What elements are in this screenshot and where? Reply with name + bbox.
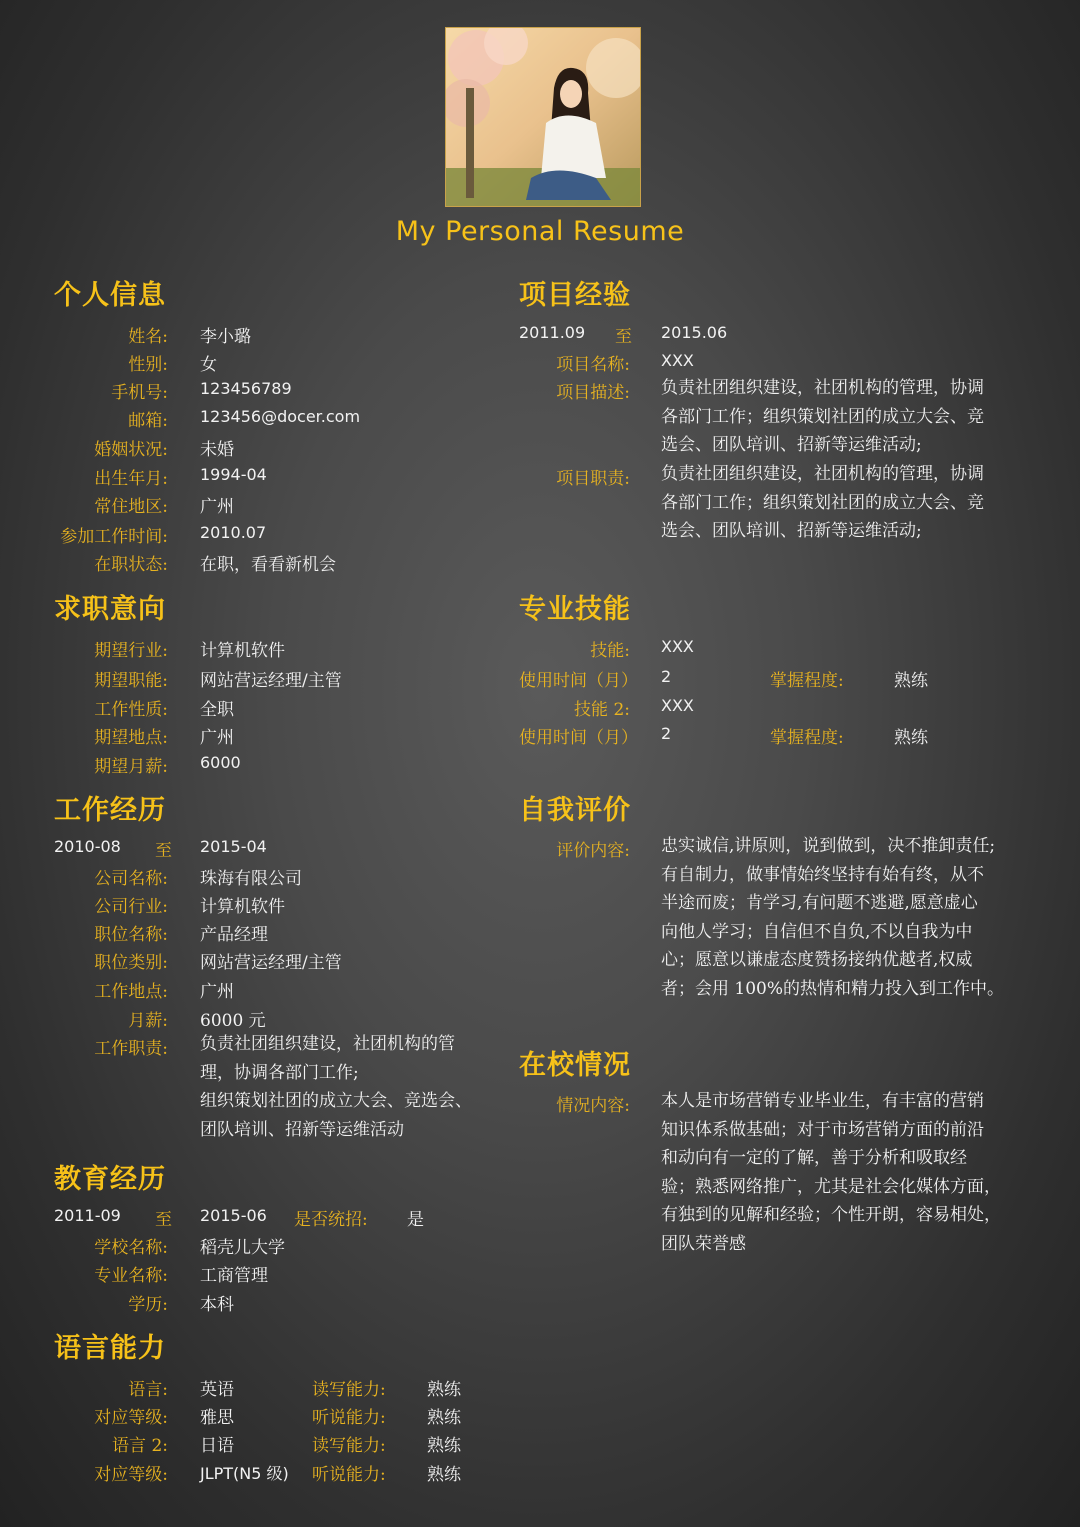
skill-name-value: XXX — [661, 696, 694, 715]
project-desc-text — [661, 374, 984, 460]
field-value: 全职 — [200, 700, 234, 720]
profile-photo — [445, 27, 641, 207]
usage-time-value: 2 — [661, 667, 672, 686]
text-line: 理，协调各部门工作; — [200, 1062, 359, 1083]
field-value: 日语 — [200, 1436, 234, 1456]
field-label: 期望地点: — [94, 728, 168, 748]
field-label: 工作地点: — [94, 982, 168, 1002]
text-line: 负责社团组织建设，社团机构的管理，协调 — [661, 378, 984, 398]
field-value: 李小璐 — [200, 327, 251, 347]
text-line: 有独到的见解和经验；个性开朗，容易相处， — [661, 1205, 1001, 1225]
mastery-value: 熟练 — [894, 671, 928, 691]
text-line: 忠实诚信,讲原则，说到做到，决不推卸责任; — [661, 836, 996, 856]
edu-start-date: 2011-09 — [54, 1206, 121, 1225]
project-role-text — [661, 460, 984, 546]
text-line: 各部门工作；组织策划社团的成立大会、竞 — [661, 406, 984, 427]
text-line: 者；会用 100%的热情和精力投入到工作中。 — [661, 978, 1005, 999]
field-label: 学校名称: — [94, 1238, 168, 1258]
skill-value: 熟练 — [427, 1408, 461, 1428]
field-value: 本科 — [200, 1295, 234, 1315]
field-label: 婚姻状况: — [94, 440, 168, 460]
text-line: 知识体系做基础；对于市场营销方面的前沿 — [661, 1119, 984, 1140]
self-evaluation-text — [661, 832, 1004, 1003]
education-heading: 教育经历 — [54, 1164, 166, 1195]
text-line: 心；愿意以谦虚态度赞扬接纳优越者,权威 — [661, 950, 973, 970]
usage-time-label: 使用时间（月） — [519, 671, 638, 691]
text-line: 组织策划社团的成立大会、竞选会、 — [200, 1091, 472, 1111]
field-value: JLPT(N5 级) — [200, 1464, 289, 1483]
field-value: 6000 元 — [200, 1011, 266, 1031]
text-line: 有自制力，做事情始终坚持有始有终，从不 — [661, 864, 984, 885]
skills-heading: 专业技能 — [519, 594, 631, 625]
text-line: 负责社团组织建设，社团机构的管理，协调 — [661, 464, 984, 484]
field-label: 手机号: — [111, 383, 168, 403]
field-value: 广州 — [200, 728, 234, 748]
field-label: 技能: — [590, 641, 630, 661]
work-experience-heading: 工作经历 — [54, 795, 166, 826]
field-value: 广州 — [200, 982, 234, 1002]
field-label: 情况内容: — [556, 1096, 630, 1116]
skill-label: 读写能力: — [312, 1436, 386, 1456]
field-label: 期望行业: — [94, 641, 168, 661]
field-label: 姓名: — [128, 327, 168, 347]
field-label: 语言: — [128, 1380, 168, 1400]
field-value: 女 — [200, 355, 217, 375]
field-label: 在职状态: — [94, 555, 168, 575]
skill-label: 听说能力: — [312, 1408, 386, 1428]
project-name-value: XXX — [661, 351, 694, 370]
text-line: 半途而废；肯学习,有问题不逃避,愿意虚心 — [661, 893, 978, 913]
field-label: 参加工作时间: — [60, 527, 168, 547]
field-label: 性别: — [128, 355, 168, 375]
text-line: 验；熟悉网络推广，尤其是社会化媒体方面， — [661, 1176, 1001, 1197]
field-value: 英语 — [200, 1380, 234, 1400]
personal-info-heading: 个人信息 — [54, 280, 166, 311]
field-value: 在职，看看新机会 — [200, 555, 336, 575]
field-label: 常住地区: — [94, 497, 168, 517]
unified-admission-value: 是 — [407, 1210, 424, 1230]
field-label: 工作职责: — [94, 1039, 168, 1059]
phone-value: 123456789 — [200, 379, 292, 398]
self-evaluation-heading: 自我评价 — [519, 795, 631, 826]
field-label: 技能 2: — [574, 700, 630, 720]
language-heading: 语言能力 — [54, 1333, 166, 1364]
field-label: 邮箱: — [128, 411, 168, 431]
field-value: 计算机软件 — [200, 897, 285, 917]
field-label: 项目描述: — [556, 383, 630, 403]
text-line: 团队培训、招新等运维活动 — [200, 1119, 404, 1140]
work-duty-text — [200, 1030, 472, 1144]
field-value: 网站营运经理/主管 — [200, 953, 342, 973]
field-value: 计算机软件 — [200, 641, 285, 661]
edu-to-label: 至 — [155, 1210, 172, 1230]
job-intention-heading: 求职意向 — [54, 594, 166, 625]
field-value: 产品经理 — [200, 925, 268, 945]
project-start-date: 2011.09 — [519, 323, 586, 342]
field-value: 广州 — [200, 497, 234, 517]
field-value: 2010.07 — [200, 523, 267, 542]
field-label: 公司行业: — [94, 897, 168, 917]
field-label: 项目职责: — [556, 469, 630, 489]
field-value: 稻壳儿大学 — [200, 1238, 285, 1258]
mastery-value: 熟练 — [894, 728, 928, 748]
edu-end-date: 2015-06 — [200, 1206, 267, 1225]
text-line: 选会、团队培训、招新等运维活动; — [661, 521, 922, 541]
school-text — [661, 1087, 1001, 1258]
work-end-date: 2015-04 — [200, 837, 267, 856]
skill-value: 熟练 — [427, 1465, 461, 1485]
field-label: 公司名称: — [94, 869, 168, 889]
text-line: 本人是市场营销专业毕业生，有丰富的营销 — [661, 1091, 984, 1111]
resume-title: My Personal Resume — [395, 216, 685, 247]
field-value: 网站营运经理/主管 — [200, 671, 342, 691]
work-start-date: 2010-08 — [54, 837, 121, 856]
field-label: 对应等级: — [94, 1465, 168, 1485]
text-line: 和动向有一定的了解，善于分析和吸取经 — [661, 1148, 967, 1168]
work-to-label: 至 — [155, 841, 172, 861]
text-line: 各部门工作；组织策划社团的成立大会、竞 — [661, 492, 984, 513]
project-end-date: 2015.06 — [661, 323, 728, 342]
text-line: 向他人学习；自信但不自负,不以自我为中 — [661, 921, 973, 942]
field-value: 工商管理 — [200, 1266, 268, 1286]
field-label: 项目名称: — [556, 355, 630, 375]
field-label: 职位类别: — [94, 953, 168, 973]
usage-time-value: 2 — [661, 724, 672, 743]
field-label: 学历: — [128, 1295, 168, 1315]
field-label: 出生年月: — [94, 469, 168, 489]
skill-label: 读写能力: — [312, 1380, 386, 1400]
field-value: 未婚 — [200, 440, 234, 460]
field-label: 评价内容: — [556, 841, 630, 861]
field-label: 工作性质: — [94, 700, 168, 720]
skill-label: 听说能力: — [312, 1465, 386, 1485]
skill-name-value: XXX — [661, 637, 694, 656]
field-label: 对应等级: — [94, 1408, 168, 1428]
field-value: 雅思 — [200, 1408, 234, 1428]
text-line: 选会、团队培训、招新等运维活动; — [661, 435, 922, 455]
field-label: 期望职能: — [94, 671, 168, 691]
mastery-label: 掌握程度: — [770, 728, 844, 748]
mastery-label: 掌握程度: — [770, 671, 844, 691]
field-value: 6000 — [200, 753, 241, 772]
field-label: 月薪: — [128, 1011, 168, 1031]
skill-value: 熟练 — [427, 1380, 461, 1400]
email-value: 123456@docer.com — [200, 407, 361, 426]
project-experience-heading: 项目经验 — [519, 280, 631, 311]
project-to-label: 至 — [615, 327, 632, 347]
usage-time-label: 使用时间（月） — [519, 728, 638, 748]
text-line: 负责社团组织建设，社团机构的管 — [200, 1034, 455, 1054]
field-label: 期望月薪: — [94, 757, 168, 777]
text-line: 团队荣誉感 — [661, 1233, 746, 1254]
field-label: 语言 2: — [112, 1436, 168, 1456]
field-label: 专业名称: — [94, 1266, 168, 1286]
field-value: 1994-04 — [200, 465, 267, 484]
field-label: 职位名称: — [94, 925, 168, 945]
school-heading: 在校情况 — [519, 1050, 631, 1081]
field-value: 珠海有限公司 — [200, 869, 302, 889]
unified-admission-label: 是否统招: — [294, 1210, 368, 1230]
skill-value: 熟练 — [427, 1436, 461, 1456]
